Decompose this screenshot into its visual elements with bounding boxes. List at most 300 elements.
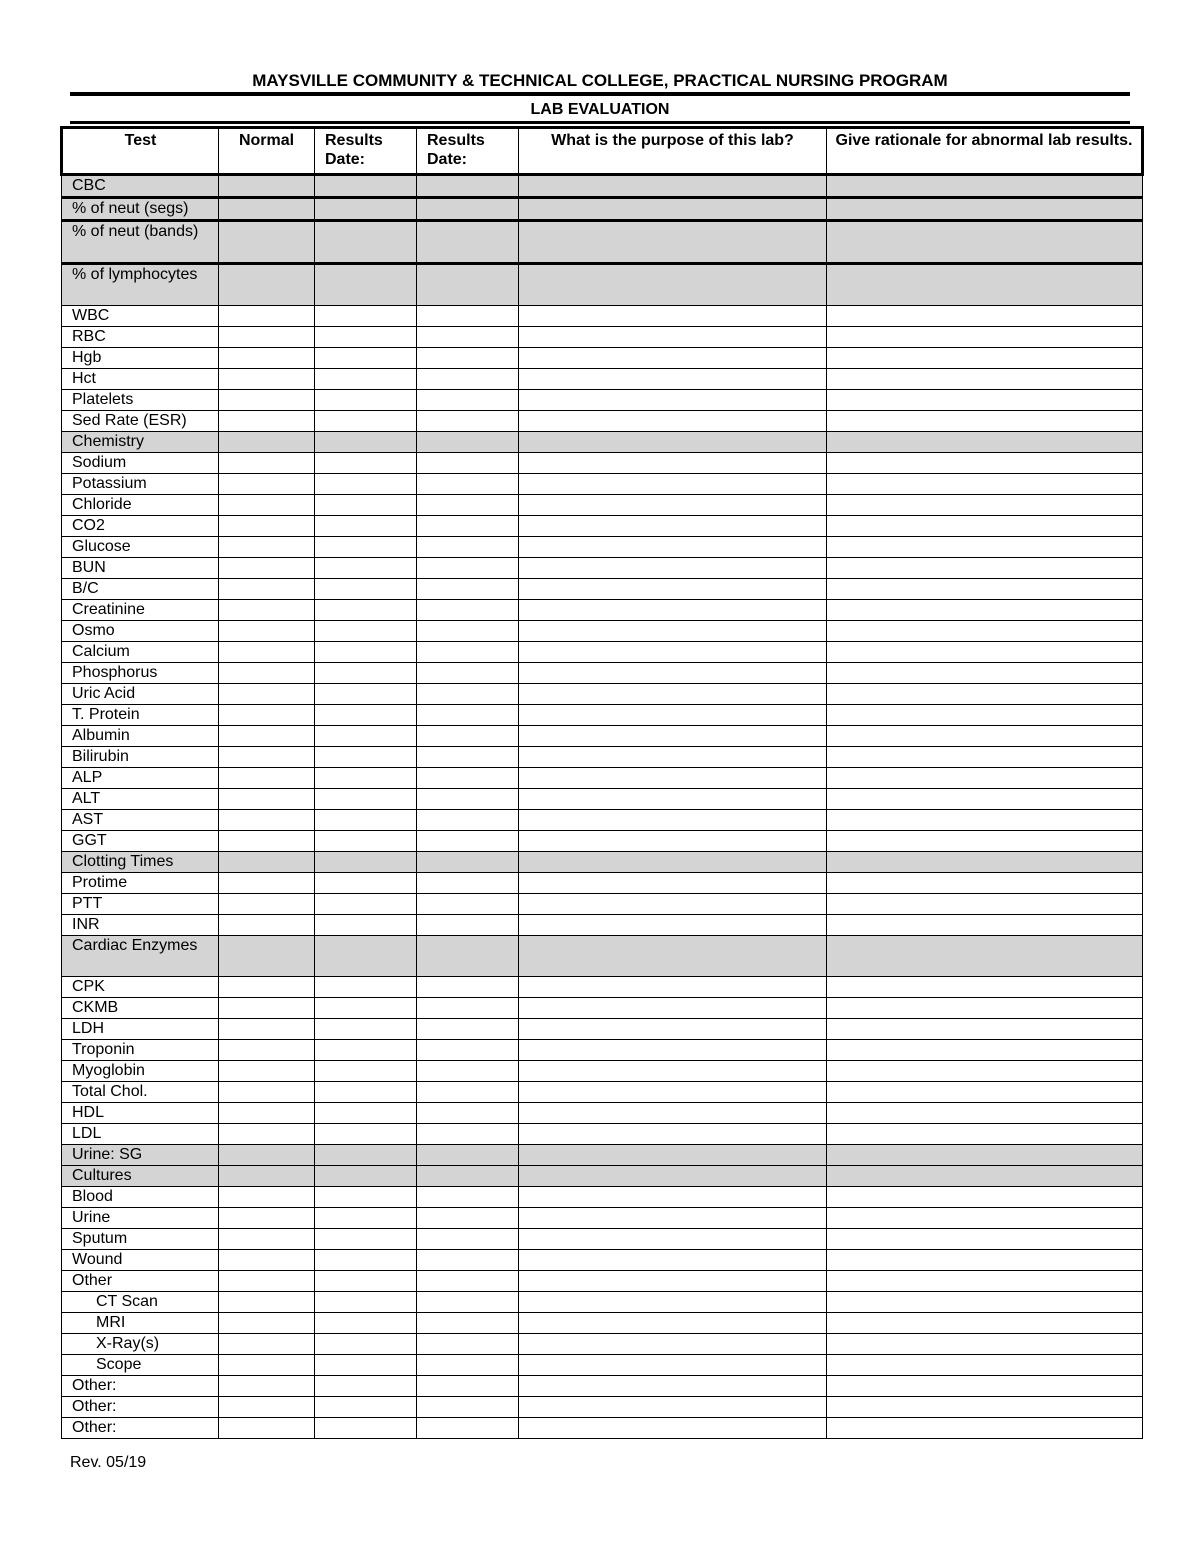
result-date-1-cell[interactable] (315, 977, 417, 998)
normal-cell[interactable] (219, 411, 315, 432)
result-date-2-cell[interactable] (417, 264, 519, 306)
normal-cell[interactable] (219, 705, 315, 726)
result-date-1-cell[interactable] (315, 705, 417, 726)
purpose-cell[interactable] (519, 936, 827, 977)
rationale-cell[interactable] (827, 221, 1143, 264)
normal-cell[interactable] (219, 998, 315, 1019)
rationale-cell[interactable] (827, 432, 1143, 453)
rationale-cell[interactable] (827, 495, 1143, 516)
result-date-2-cell[interactable] (417, 1019, 519, 1040)
normal-cell[interactable] (219, 369, 315, 390)
result-date-2-cell[interactable] (417, 663, 519, 684)
purpose-cell[interactable] (519, 264, 827, 306)
table-row (62, 264, 1143, 306)
purpose-cell[interactable] (519, 998, 827, 1019)
result-date-2-cell[interactable] (417, 977, 519, 998)
rationale-cell[interactable] (827, 1397, 1143, 1418)
normal-cell[interactable] (219, 1229, 315, 1250)
normal-cell[interactable] (219, 642, 315, 663)
purpose-cell[interactable] (519, 1124, 827, 1145)
purpose-cell[interactable] (519, 1061, 827, 1082)
result-date-2-cell[interactable] (417, 1187, 519, 1208)
normal-cell[interactable] (219, 516, 315, 537)
normal-cell[interactable] (219, 306, 315, 327)
normal-cell[interactable] (219, 1208, 315, 1229)
result-date-2-cell[interactable] (417, 1208, 519, 1229)
result-date-2-cell[interactable] (417, 390, 519, 411)
purpose-cell[interactable] (519, 474, 827, 495)
rationale-cell[interactable] (827, 1166, 1143, 1187)
purpose-cell[interactable] (519, 1229, 827, 1250)
purpose-cell[interactable] (519, 768, 827, 789)
rationale-cell[interactable] (827, 1334, 1143, 1355)
result-date-2-cell[interactable] (417, 684, 519, 705)
result-date-1-cell[interactable] (315, 495, 417, 516)
result-date-2-cell[interactable] (417, 537, 519, 558)
result-date-2-cell[interactable] (417, 894, 519, 915)
normal-cell[interactable] (219, 558, 315, 579)
result-date-1-cell[interactable] (315, 789, 417, 810)
normal-cell[interactable] (219, 663, 315, 684)
result-date-2-cell[interactable] (417, 621, 519, 642)
purpose-cell[interactable] (519, 1082, 827, 1103)
rationale-cell[interactable] (827, 977, 1143, 998)
result-date-1-cell[interactable] (315, 1082, 417, 1103)
result-date-2-cell[interactable] (417, 768, 519, 789)
rationale-cell[interactable] (827, 1082, 1143, 1103)
rationale-cell[interactable] (827, 558, 1143, 579)
result-date-1-cell[interactable] (315, 1376, 417, 1397)
normal-cell[interactable] (219, 327, 315, 348)
normal-cell[interactable] (219, 1376, 315, 1397)
purpose-cell[interactable] (519, 1166, 827, 1187)
result-date-1-cell[interactable] (315, 264, 417, 306)
result-date-2-cell[interactable] (417, 369, 519, 390)
normal-cell[interactable] (219, 1082, 315, 1103)
result-date-1-cell[interactable] (315, 1355, 417, 1376)
result-date-2-cell[interactable] (417, 1103, 519, 1124)
result-date-1-cell[interactable] (315, 537, 417, 558)
rationale-cell[interactable] (827, 453, 1143, 474)
rationale-cell[interactable] (827, 579, 1143, 600)
rationale-cell[interactable] (827, 768, 1143, 789)
result-date-2-cell[interactable] (417, 1355, 519, 1376)
purpose-cell[interactable] (519, 390, 827, 411)
purpose-cell[interactable] (519, 327, 827, 348)
rationale-cell[interactable] (827, 348, 1143, 369)
rationale-cell[interactable] (827, 306, 1143, 327)
purpose-cell[interactable] (519, 726, 827, 747)
purpose-cell[interactable] (519, 221, 827, 264)
normal-cell[interactable] (219, 977, 315, 998)
normal-cell[interactable] (219, 348, 315, 369)
result-date-1-cell[interactable] (315, 516, 417, 537)
normal-cell[interactable] (219, 894, 315, 915)
result-date-2-cell[interactable] (417, 852, 519, 873)
normal-cell[interactable] (219, 390, 315, 411)
normal-cell[interactable] (219, 1061, 315, 1082)
result-date-1-cell[interactable] (315, 831, 417, 852)
result-date-1-cell[interactable] (315, 936, 417, 977)
rationale-cell[interactable] (827, 998, 1143, 1019)
normal-cell[interactable] (219, 432, 315, 453)
result-date-2-cell[interactable] (417, 558, 519, 579)
result-date-2-cell[interactable] (417, 1271, 519, 1292)
result-date-2-cell[interactable] (417, 642, 519, 663)
result-date-1-cell[interactable] (315, 1229, 417, 1250)
purpose-cell[interactable] (519, 1397, 827, 1418)
result-date-1-cell[interactable] (315, 1187, 417, 1208)
rationale-cell[interactable] (827, 747, 1143, 768)
rationale-cell[interactable] (827, 705, 1143, 726)
result-date-1-cell[interactable] (315, 915, 417, 936)
purpose-cell[interactable] (519, 789, 827, 810)
rationale-cell[interactable] (827, 474, 1143, 495)
result-date-1-cell[interactable] (315, 1166, 417, 1187)
normal-cell[interactable] (219, 1145, 315, 1166)
result-date-1-cell[interactable] (315, 1292, 417, 1313)
purpose-cell[interactable] (519, 1334, 827, 1355)
normal-cell[interactable] (219, 1292, 315, 1313)
purpose-cell[interactable] (519, 747, 827, 768)
normal-cell[interactable] (219, 1250, 315, 1271)
rationale-cell[interactable] (827, 810, 1143, 831)
rationale-cell[interactable] (827, 831, 1143, 852)
purpose-cell[interactable] (519, 1208, 827, 1229)
purpose-cell[interactable] (519, 579, 827, 600)
result-date-2-cell[interactable] (417, 1397, 519, 1418)
result-date-2-cell[interactable] (417, 915, 519, 936)
rationale-cell[interactable] (827, 621, 1143, 642)
result-date-1-cell[interactable] (315, 453, 417, 474)
result-date-2-cell[interactable] (417, 1145, 519, 1166)
result-date-2-cell[interactable] (417, 1292, 519, 1313)
result-date-1-cell[interactable] (315, 1208, 417, 1229)
purpose-cell[interactable] (519, 621, 827, 642)
rationale-cell[interactable] (827, 1376, 1143, 1397)
result-date-2-cell[interactable] (417, 327, 519, 348)
table-row (62, 1145, 1143, 1166)
rationale-cell[interactable] (827, 915, 1143, 936)
purpose-cell[interactable] (519, 852, 827, 873)
result-date-1-cell[interactable] (315, 642, 417, 663)
purpose-cell[interactable] (519, 663, 827, 684)
result-date-2-cell[interactable] (417, 1313, 519, 1334)
rationale-cell[interactable] (827, 537, 1143, 558)
purpose-cell[interactable] (519, 894, 827, 915)
rationale-cell[interactable] (827, 1187, 1143, 1208)
result-date-1-cell[interactable] (315, 390, 417, 411)
purpose-cell[interactable] (519, 453, 827, 474)
rationale-cell[interactable] (827, 516, 1143, 537)
result-date-2-cell[interactable] (417, 1229, 519, 1250)
purpose-cell[interactable] (519, 810, 827, 831)
rationale-cell[interactable] (827, 1250, 1143, 1271)
result-date-1-cell[interactable] (315, 1397, 417, 1418)
result-date-1-cell[interactable] (315, 1124, 417, 1145)
purpose-cell[interactable] (519, 831, 827, 852)
normal-cell[interactable] (219, 810, 315, 831)
rationale-cell[interactable] (827, 1355, 1143, 1376)
rationale-cell[interactable] (827, 1145, 1143, 1166)
rationale-cell[interactable] (827, 1229, 1143, 1250)
purpose-cell[interactable] (519, 198, 827, 221)
normal-cell[interactable] (219, 453, 315, 474)
result-date-1-cell[interactable] (315, 894, 417, 915)
result-date-2-cell[interactable] (417, 495, 519, 516)
purpose-cell[interactable] (519, 1019, 827, 1040)
result-date-1-cell[interactable] (315, 1103, 417, 1124)
purpose-cell[interactable] (519, 1418, 827, 1439)
result-date-2-cell[interactable] (417, 1166, 519, 1187)
purpose-cell[interactable] (519, 1292, 827, 1313)
result-date-1-cell[interactable] (315, 852, 417, 873)
result-date-1-cell[interactable] (315, 998, 417, 1019)
rationale-cell[interactable] (827, 684, 1143, 705)
normal-cell[interactable] (219, 264, 315, 306)
result-date-2-cell[interactable] (417, 432, 519, 453)
normal-cell[interactable] (219, 915, 315, 936)
purpose-cell[interactable] (519, 684, 827, 705)
result-date-2-cell[interactable] (417, 516, 519, 537)
normal-cell[interactable] (219, 1418, 315, 1439)
rationale-cell[interactable] (827, 411, 1143, 432)
result-date-2-cell[interactable] (417, 453, 519, 474)
purpose-cell[interactable] (519, 600, 827, 621)
result-date-1-cell[interactable] (315, 306, 417, 327)
result-date-1-cell[interactable] (315, 768, 417, 789)
normal-cell[interactable] (219, 175, 315, 198)
test-name-cell: % of neut (bands) (62, 221, 219, 264)
result-date-2-cell[interactable] (417, 831, 519, 852)
result-date-1-cell[interactable] (315, 175, 417, 198)
purpose-cell[interactable] (519, 1355, 827, 1376)
result-date-1-cell[interactable] (315, 221, 417, 264)
result-date-1-cell[interactable] (315, 684, 417, 705)
result-date-1-cell[interactable] (315, 1145, 417, 1166)
rationale-cell[interactable] (827, 789, 1143, 810)
purpose-cell[interactable] (519, 1145, 827, 1166)
normal-cell[interactable] (219, 1355, 315, 1376)
purpose-cell[interactable] (519, 411, 827, 432)
result-date-2-cell[interactable] (417, 411, 519, 432)
result-date-2-cell[interactable] (417, 1061, 519, 1082)
normal-cell[interactable] (219, 684, 315, 705)
normal-cell[interactable] (219, 726, 315, 747)
result-date-1-cell[interactable] (315, 621, 417, 642)
result-date-2-cell[interactable] (417, 1418, 519, 1439)
rationale-cell[interactable] (827, 264, 1143, 306)
normal-cell[interactable] (219, 831, 315, 852)
result-date-1-cell[interactable] (315, 432, 417, 453)
rationale-cell[interactable] (827, 726, 1143, 747)
result-date-1-cell[interactable] (315, 474, 417, 495)
rationale-cell[interactable] (827, 894, 1143, 915)
purpose-cell[interactable] (519, 915, 827, 936)
rationale-cell[interactable] (827, 175, 1143, 198)
purpose-cell[interactable] (519, 516, 827, 537)
result-date-2-cell[interactable] (417, 810, 519, 831)
normal-cell[interactable] (219, 1187, 315, 1208)
result-date-1-cell[interactable] (315, 1334, 417, 1355)
rationale-cell[interactable] (827, 327, 1143, 348)
result-date-1-cell[interactable] (315, 726, 417, 747)
result-date-1-cell[interactable] (315, 369, 417, 390)
normal-cell[interactable] (219, 600, 315, 621)
table-row (62, 432, 1143, 453)
normal-cell[interactable] (219, 474, 315, 495)
normal-cell[interactable] (219, 1040, 315, 1061)
result-date-2-cell[interactable] (417, 306, 519, 327)
result-date-2-cell[interactable] (417, 1124, 519, 1145)
result-date-2-cell[interactable] (417, 1082, 519, 1103)
table-row (62, 768, 1143, 789)
normal-cell[interactable] (219, 852, 315, 873)
normal-cell[interactable] (219, 1019, 315, 1040)
result-date-1-cell[interactable] (315, 558, 417, 579)
normal-cell[interactable] (219, 579, 315, 600)
column-header-results-date-2: Results Date: (417, 128, 519, 175)
rationale-cell[interactable] (827, 1019, 1143, 1040)
result-date-2-cell[interactable] (417, 1334, 519, 1355)
rationale-cell[interactable] (827, 1103, 1143, 1124)
rationale-cell[interactable] (827, 1418, 1143, 1439)
purpose-cell[interactable] (519, 977, 827, 998)
result-date-1-cell[interactable] (315, 810, 417, 831)
result-date-1-cell[interactable] (315, 1250, 417, 1271)
rationale-cell[interactable] (827, 390, 1143, 411)
rationale-cell[interactable] (827, 600, 1143, 621)
normal-cell[interactable] (219, 198, 315, 221)
result-date-1-cell[interactable] (315, 663, 417, 684)
result-date-1-cell[interactable] (315, 1019, 417, 1040)
purpose-cell[interactable] (519, 432, 827, 453)
table-row (62, 1313, 1143, 1334)
result-date-2-cell[interactable] (417, 998, 519, 1019)
normal-cell[interactable] (219, 873, 315, 894)
result-date-1-cell[interactable] (315, 1040, 417, 1061)
test-name-cell: Sputum (62, 1229, 219, 1250)
normal-cell[interactable] (219, 537, 315, 558)
purpose-cell[interactable] (519, 537, 827, 558)
purpose-cell[interactable] (519, 558, 827, 579)
rationale-cell[interactable] (827, 873, 1143, 894)
purpose-cell[interactable] (519, 1313, 827, 1334)
normal-cell[interactable] (219, 1103, 315, 1124)
rationale-cell[interactable] (827, 1040, 1143, 1061)
normal-cell[interactable] (219, 1124, 315, 1145)
result-date-1-cell[interactable] (315, 1313, 417, 1334)
rationale-cell[interactable] (827, 1313, 1143, 1334)
result-date-2-cell[interactable] (417, 474, 519, 495)
test-name-cell: ALT (62, 789, 219, 810)
rationale-cell[interactable] (827, 936, 1143, 977)
purpose-cell[interactable] (519, 1271, 827, 1292)
normal-cell[interactable] (219, 1334, 315, 1355)
normal-cell[interactable] (219, 1313, 315, 1334)
normal-cell[interactable] (219, 936, 315, 977)
table-row (62, 558, 1143, 579)
purpose-cell[interactable] (519, 1250, 827, 1271)
test-name-cell: Other: (62, 1418, 219, 1439)
test-name-cell: Calcium (62, 642, 219, 663)
purpose-cell[interactable] (519, 175, 827, 198)
result-date-1-cell[interactable] (315, 579, 417, 600)
purpose-cell[interactable] (519, 1040, 827, 1061)
result-date-2-cell[interactable] (417, 726, 519, 747)
result-date-2-cell[interactable] (417, 600, 519, 621)
result-date-1-cell[interactable] (315, 1418, 417, 1439)
result-date-2-cell[interactable] (417, 198, 519, 221)
normal-cell[interactable] (219, 1397, 315, 1418)
result-date-2-cell[interactable] (417, 936, 519, 977)
purpose-cell[interactable] (519, 348, 827, 369)
result-date-1-cell[interactable] (315, 327, 417, 348)
result-date-2-cell[interactable] (417, 175, 519, 198)
purpose-cell[interactable] (519, 642, 827, 663)
rationale-cell[interactable] (827, 1208, 1143, 1229)
normal-cell[interactable] (219, 1166, 315, 1187)
table-row (62, 621, 1143, 642)
result-date-2-cell[interactable] (417, 1040, 519, 1061)
result-date-1-cell[interactable] (315, 600, 417, 621)
result-date-1-cell[interactable] (315, 1061, 417, 1082)
rationale-cell[interactable] (827, 369, 1143, 390)
rationale-cell[interactable] (827, 642, 1143, 663)
test-name-cell: Bilirubin (62, 747, 219, 768)
result-date-1-cell[interactable] (315, 747, 417, 768)
normal-cell[interactable] (219, 1271, 315, 1292)
purpose-cell[interactable] (519, 705, 827, 726)
result-date-1-cell[interactable] (315, 873, 417, 894)
rationale-cell[interactable] (827, 852, 1143, 873)
purpose-cell[interactable] (519, 1376, 827, 1397)
rationale-cell[interactable] (827, 1292, 1143, 1313)
purpose-cell[interactable] (519, 306, 827, 327)
result-date-1-cell[interactable] (315, 348, 417, 369)
result-date-2-cell[interactable] (417, 747, 519, 768)
purpose-cell[interactable] (519, 495, 827, 516)
result-date-1-cell[interactable] (315, 198, 417, 221)
result-date-1-cell[interactable] (315, 1271, 417, 1292)
normal-cell[interactable] (219, 221, 315, 264)
normal-cell[interactable] (219, 768, 315, 789)
normal-cell[interactable] (219, 789, 315, 810)
rationale-cell[interactable] (827, 663, 1143, 684)
rationale-cell[interactable] (827, 1061, 1143, 1082)
normal-cell[interactable] (219, 621, 315, 642)
result-date-2-cell[interactable] (417, 789, 519, 810)
result-date-2-cell[interactable] (417, 705, 519, 726)
purpose-cell[interactable] (519, 1187, 827, 1208)
result-date-2-cell[interactable] (417, 348, 519, 369)
rationale-cell[interactable] (827, 1271, 1143, 1292)
result-date-1-cell[interactable] (315, 411, 417, 432)
result-date-2-cell[interactable] (417, 579, 519, 600)
rationale-cell[interactable] (827, 198, 1143, 221)
result-date-2-cell[interactable] (417, 1250, 519, 1271)
purpose-cell[interactable] (519, 873, 827, 894)
result-date-2-cell[interactable] (417, 873, 519, 894)
result-date-2-cell[interactable] (417, 1376, 519, 1397)
normal-cell[interactable] (219, 495, 315, 516)
result-date-2-cell[interactable] (417, 221, 519, 264)
purpose-cell[interactable] (519, 369, 827, 390)
test-name-cell: CT Scan (62, 1292, 219, 1313)
rationale-cell[interactable] (827, 1124, 1143, 1145)
normal-cell[interactable] (219, 747, 315, 768)
purpose-cell[interactable] (519, 1103, 827, 1124)
